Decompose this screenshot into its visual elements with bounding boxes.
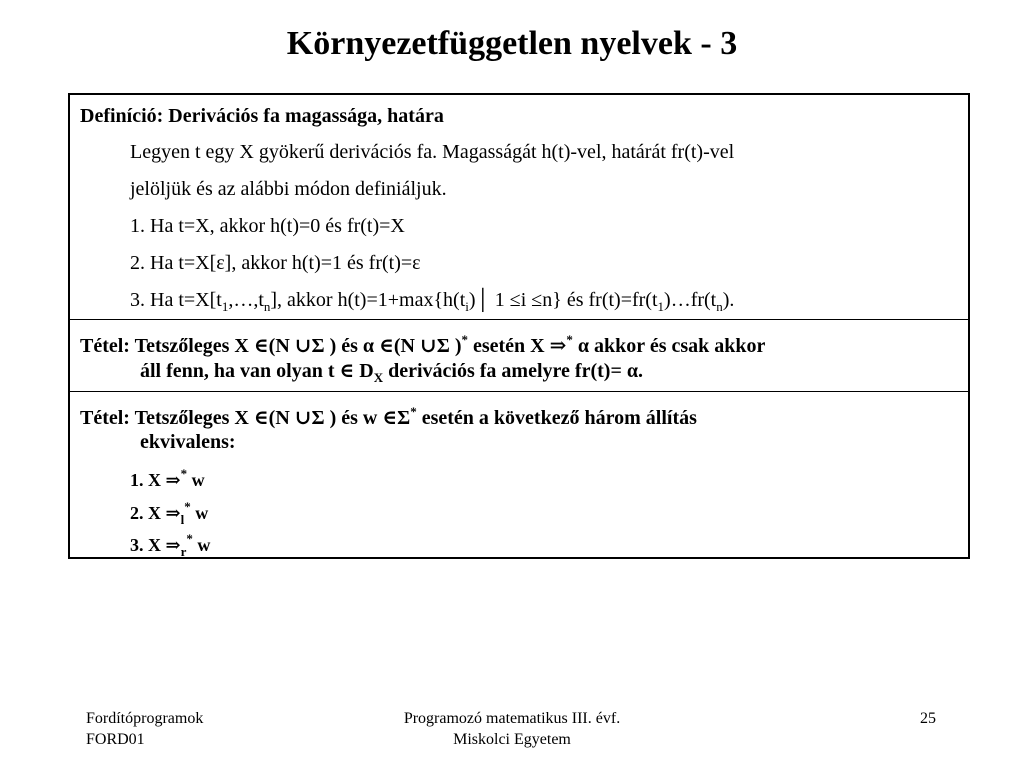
item3-text-2: ,…,t <box>228 289 264 311</box>
item3-sub-1: 1 <box>221 299 229 314</box>
theorem-1-line-2 <box>140 358 643 391</box>
item3-sub-5: n <box>716 299 723 314</box>
item3-text-4: )│ 1 ≤i ≤n} és fr(t)=fr(t <box>468 289 658 311</box>
theorem-2-item-3-text-b: w <box>192 535 211 555</box>
item3-sub-3: i <box>465 299 469 314</box>
theorem-2-line-2: ekvivalens: <box>140 431 236 453</box>
definition-item-1: 1. Ha t=X, akkor h(t)=0 és fr(t)=X <box>130 215 405 237</box>
theorem-1-section <box>70 320 968 392</box>
item3-text-3: ], akkor h(t)=1+max{h(t <box>270 289 466 311</box>
slide-title: Környezetfüggetlen nyelvek - 3 <box>286 25 738 62</box>
theorem-1-text-5: derivációs fa amelyre fr(t)= α. <box>383 360 643 382</box>
theorem-2-text-2: esetén a következő három állítás <box>416 407 697 429</box>
definition-line-1: Legyen t egy X gyökerű derivációs fa. Magasságát h(t)-vel, határát fr(t)-vel <box>130 141 735 163</box>
theorem-1-sup-2: * <box>566 332 573 347</box>
definition-item-3 <box>130 287 734 320</box>
footer-program: Programozó matematikus III. évf. <box>403 710 621 727</box>
theorem-2-item-1-sup: * <box>180 466 188 481</box>
item3-text-6: ). <box>722 289 735 311</box>
theorem-2-item-2-sub: l <box>180 512 185 527</box>
page-number: 25 <box>920 710 936 727</box>
theorem-2-item-2-text-b: w <box>190 503 209 523</box>
footer-center <box>362 708 662 750</box>
theorem-1-text-1: Tétel: Tetszőleges X ∈(N ∪Σ ) és α ∈(N ∪Σ ) <box>80 335 462 357</box>
theorem-2-section <box>70 392 968 559</box>
item3-text-1: 3. Ha t=X[t <box>130 289 222 311</box>
theorem-2-item-1 <box>130 461 205 493</box>
definition-heading: Definíció: Derivációs fa magassága, határa <box>80 105 444 127</box>
theorem-2-item-2-text-a: 2. X ⇒ <box>130 503 181 523</box>
theorem-1-line-1 <box>80 327 765 359</box>
definition-item-2: 2. Ha t=X[ε], akkor h(t)=1 és fr(t)=ε <box>130 252 421 274</box>
footer-left <box>86 708 203 750</box>
theorem-2-item-1-text-b: w <box>187 470 205 490</box>
item3-sub-2: n <box>263 299 271 314</box>
content-box <box>68 93 970 559</box>
footer-course: Fordítóprogramok <box>86 710 204 727</box>
theorem-1-text-2: esetén X ⇒ <box>467 335 567 357</box>
theorem-2-item-3-sup: * <box>186 531 193 546</box>
theorem-2-sup-1: * <box>410 404 417 419</box>
theorem-2-item-3-sub: r <box>180 544 187 559</box>
theorem-2-item-2-sup: * <box>184 499 191 514</box>
item3-text-5: )…fr(t <box>664 289 717 311</box>
footer-code: FORD01 <box>86 731 145 748</box>
definition-section <box>70 95 968 320</box>
theorem-2-item-3 <box>130 526 210 565</box>
theorem-1-text-3: α akkor és csak akkor <box>572 335 766 357</box>
theorem-1-sup-1: * <box>461 332 468 347</box>
theorem-2-item-1-text-a: 1. X ⇒ <box>130 470 181 490</box>
theorem-1-sub-x: X <box>373 370 384 385</box>
footer-university: Miskolci Egyetem <box>453 731 571 748</box>
theorem-2-item-3-text-a: 3. X ⇒ <box>130 535 181 555</box>
theorem-2-line-1 <box>80 399 697 431</box>
item3-sub-4: 1 <box>657 299 665 314</box>
definition-line-2: jelöljük és az alábbi módon definiáljuk. <box>130 178 447 200</box>
theorem-1-text-4: áll fenn, ha van olyan t ∈ D <box>140 360 374 382</box>
theorem-2-text-1: Tétel: Tetszőleges X ∈(N ∪Σ ) és w ∈Σ <box>80 407 411 429</box>
